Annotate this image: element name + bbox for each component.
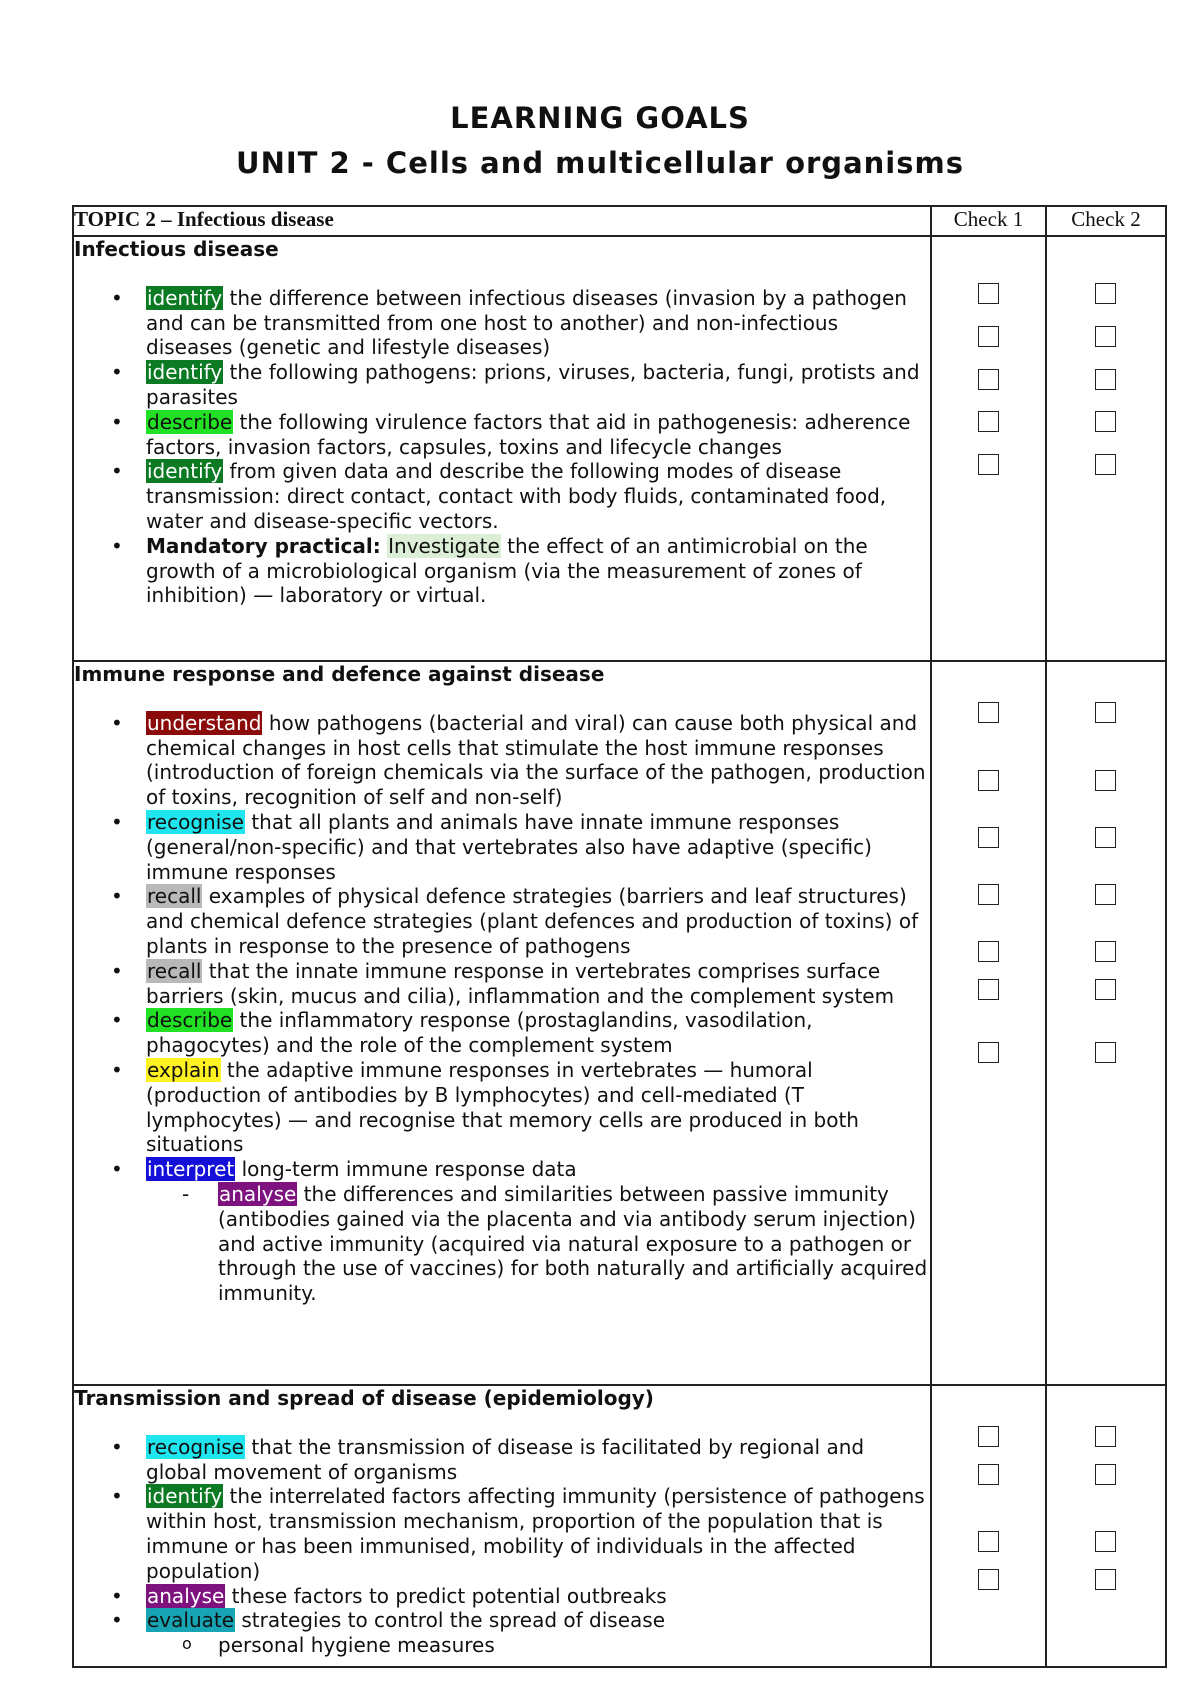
verb-highlight: Investigate bbox=[388, 533, 500, 558]
item-text: how pathogens (bacterial and viral) can cause both physical and chemical changes in host cells that stimulate the host immune responses (introduction of foreign chemicals via the surface of the pathogen, production of toxins, recognition of self and non-self) bbox=[146, 710, 926, 810]
checkbox[interactable] bbox=[1095, 454, 1116, 475]
list-item bbox=[146, 711, 930, 810]
list-item bbox=[146, 286, 930, 360]
item-text: the adaptive immune responses in vertebrates — humoral (production of antibodies by B lymphocytes) and cell-mediated (T lymphocytes) — and recognise that memory cells are produced in both situations bbox=[146, 1057, 859, 1157]
checkbox[interactable] bbox=[1095, 1531, 1116, 1552]
checkbox[interactable] bbox=[978, 326, 999, 347]
item-text: that the transmission of disease is facilitated by regional and global movement of organisms bbox=[146, 1434, 865, 1484]
verb-highlight: identify bbox=[147, 285, 223, 310]
list-item bbox=[146, 1484, 930, 1583]
checkbox[interactable] bbox=[1095, 283, 1116, 304]
verb-highlight: explain bbox=[147, 1057, 220, 1082]
checkbox[interactable] bbox=[1095, 1042, 1116, 1063]
list-item bbox=[146, 1608, 930, 1658]
verb-highlight: evaluate bbox=[147, 1608, 235, 1633]
item-text: the interrelated factors affecting immunity (persistence of pathogens within host, transmission mechanism, proportion of the population that is immune or has been immunised, mobility of individuals in the affected population) bbox=[146, 1484, 925, 1583]
checkbox[interactable] bbox=[978, 1464, 999, 1485]
mandatory-label: Mandatory practical: bbox=[146, 533, 381, 558]
checkbox[interactable] bbox=[978, 283, 999, 304]
table-row bbox=[73, 1385, 1166, 1667]
item-text: from given data and describe the following modes of disease transmission: direct contact, contact with body fluids, contaminated food, water and disease-specific vectors. bbox=[146, 459, 887, 533]
verb-highlight: recognise bbox=[147, 809, 244, 834]
checkbox[interactable] bbox=[978, 702, 999, 723]
verb-highlight: analyse bbox=[219, 1181, 297, 1206]
page-subtitle: UNIT 2 - Cells and multicellular organisms bbox=[236, 146, 964, 180]
checkbox[interactable] bbox=[978, 770, 999, 791]
sub-list-item bbox=[218, 1633, 930, 1658]
list-item bbox=[146, 810, 930, 884]
page-title: LEARNING GOALS bbox=[450, 101, 750, 135]
verb-highlight: identify bbox=[147, 360, 223, 385]
check2-column bbox=[1046, 236, 1166, 661]
section-immune-response bbox=[73, 661, 931, 1385]
verb-highlight: recall bbox=[147, 884, 202, 909]
checkbox[interactable] bbox=[978, 1531, 999, 1552]
item-text: that all plants and animals have innate immune responses (general/non-specific) and that vertebrates also have adaptive (specific) immune responses bbox=[146, 809, 872, 884]
list-item bbox=[146, 1008, 930, 1058]
checkbox[interactable] bbox=[1095, 1464, 1116, 1485]
verb-highlight: recall bbox=[147, 958, 202, 983]
item-text: long-term immune response data bbox=[235, 1157, 577, 1182]
sub-list-item bbox=[218, 1182, 930, 1306]
list-item bbox=[146, 1157, 930, 1306]
checkbox[interactable] bbox=[1095, 770, 1116, 791]
check2-column bbox=[1046, 1385, 1166, 1667]
check1-column bbox=[931, 1385, 1046, 1667]
checkbox[interactable] bbox=[1095, 941, 1116, 962]
verb-highlight: identify bbox=[147, 1484, 223, 1509]
checkbox[interactable] bbox=[978, 1426, 999, 1447]
checkbox[interactable] bbox=[978, 454, 999, 475]
verb-highlight: analyse bbox=[147, 1583, 225, 1608]
check2-header: Check 2 bbox=[1046, 206, 1166, 236]
section-title: Immune response and defence against disease bbox=[74, 662, 605, 686]
section-infectious-disease bbox=[73, 236, 931, 661]
checkbox[interactable] bbox=[1095, 702, 1116, 723]
checkbox[interactable] bbox=[978, 411, 999, 432]
checkbox[interactable] bbox=[978, 369, 999, 390]
checkbox[interactable] bbox=[978, 884, 999, 905]
item-text: the inflammatory response (prostaglandins, vasodilation, phagocytes) and the role of the complement system bbox=[146, 1008, 813, 1058]
item-text: these factors to predict potential outbreaks bbox=[225, 1583, 667, 1608]
check1-column bbox=[931, 236, 1046, 661]
list-item bbox=[146, 1584, 930, 1609]
checkbox[interactable] bbox=[1095, 827, 1116, 848]
section-title: Infectious disease bbox=[74, 237, 279, 261]
checkbox[interactable] bbox=[1095, 979, 1116, 1000]
item-text: the following virulence factors that aid in pathogenesis: adherence factors, invasion factors, capsules, toxins and lifecycle changes bbox=[146, 409, 911, 459]
list-item bbox=[146, 534, 930, 608]
checkbox[interactable] bbox=[1095, 1426, 1116, 1447]
check1-header: Check 1 bbox=[931, 206, 1046, 236]
checkbox[interactable] bbox=[978, 979, 999, 1000]
list-item bbox=[146, 459, 930, 533]
list-item bbox=[146, 1435, 930, 1485]
list-item bbox=[146, 410, 930, 460]
section-transmission bbox=[73, 1385, 931, 1667]
learning-goals-table bbox=[72, 205, 1167, 1668]
item-text: personal hygiene measures bbox=[218, 1633, 495, 1658]
checkbox[interactable] bbox=[978, 1042, 999, 1063]
list-item bbox=[146, 1058, 930, 1157]
list-item bbox=[146, 884, 930, 958]
section-title: Transmission and spread of disease (epidemiology) bbox=[74, 1386, 654, 1410]
checkbox[interactable] bbox=[1095, 326, 1116, 347]
table-row bbox=[73, 236, 1166, 661]
table-header-row bbox=[73, 206, 1166, 236]
item-text: the difference between infectious diseases (invasion by a pathogen and can be transmitted from one host to another) and non-infectious diseases (genetic and lifestyle diseases) bbox=[146, 285, 907, 360]
verb-highlight: interpret bbox=[147, 1157, 235, 1182]
verb-highlight: describe bbox=[147, 1008, 233, 1033]
item-text: examples of physical defence strategies (barriers and leaf structures) and chemical defence strategies (plant defences and production of toxins) of plants in response to the presence of pathogens bbox=[146, 884, 919, 958]
check1-column bbox=[931, 661, 1046, 1385]
item-text: the following pathogens: prions, viruses, bacteria, fungi, protists and parasites bbox=[146, 360, 920, 409]
verb-highlight: identify bbox=[147, 459, 223, 484]
item-text: the differences and similarities between passive immunity (antibodies gained via the placenta and via antibody serum injection) and active immunity (acquired via natural exposure to a pathogen or through the use of vaccines) for both naturally and artificially acquired immunity. bbox=[218, 1181, 928, 1306]
checkbox[interactable] bbox=[1095, 369, 1116, 390]
check2-column bbox=[1046, 661, 1166, 1385]
topic-header: TOPIC 2 – Infectious disease bbox=[73, 206, 931, 236]
checkbox[interactable] bbox=[1095, 884, 1116, 905]
table-row bbox=[73, 661, 1166, 1385]
checkbox[interactable] bbox=[978, 941, 999, 962]
checkbox[interactable] bbox=[1095, 411, 1116, 432]
list-item bbox=[146, 959, 930, 1009]
verb-highlight: recognise bbox=[147, 1434, 244, 1459]
item-text: that the innate immune response in vertebrates comprises surface barriers (skin, mucus and cilia), inflammation and the complement system bbox=[146, 958, 895, 1008]
verb-highlight: describe bbox=[147, 409, 233, 434]
list-item bbox=[146, 360, 930, 410]
item-text: the effect of an antimicrobial on the growth of a microbiological organism (via the measurement of zones of inhibition) — laboratory or virtual. bbox=[146, 533, 868, 608]
checkbox[interactable] bbox=[978, 827, 999, 848]
checkbox[interactable] bbox=[978, 1569, 999, 1590]
checkbox[interactable] bbox=[1095, 1569, 1116, 1590]
item-text: strategies to control the spread of disease bbox=[235, 1608, 666, 1633]
verb-highlight: understand bbox=[147, 710, 262, 735]
